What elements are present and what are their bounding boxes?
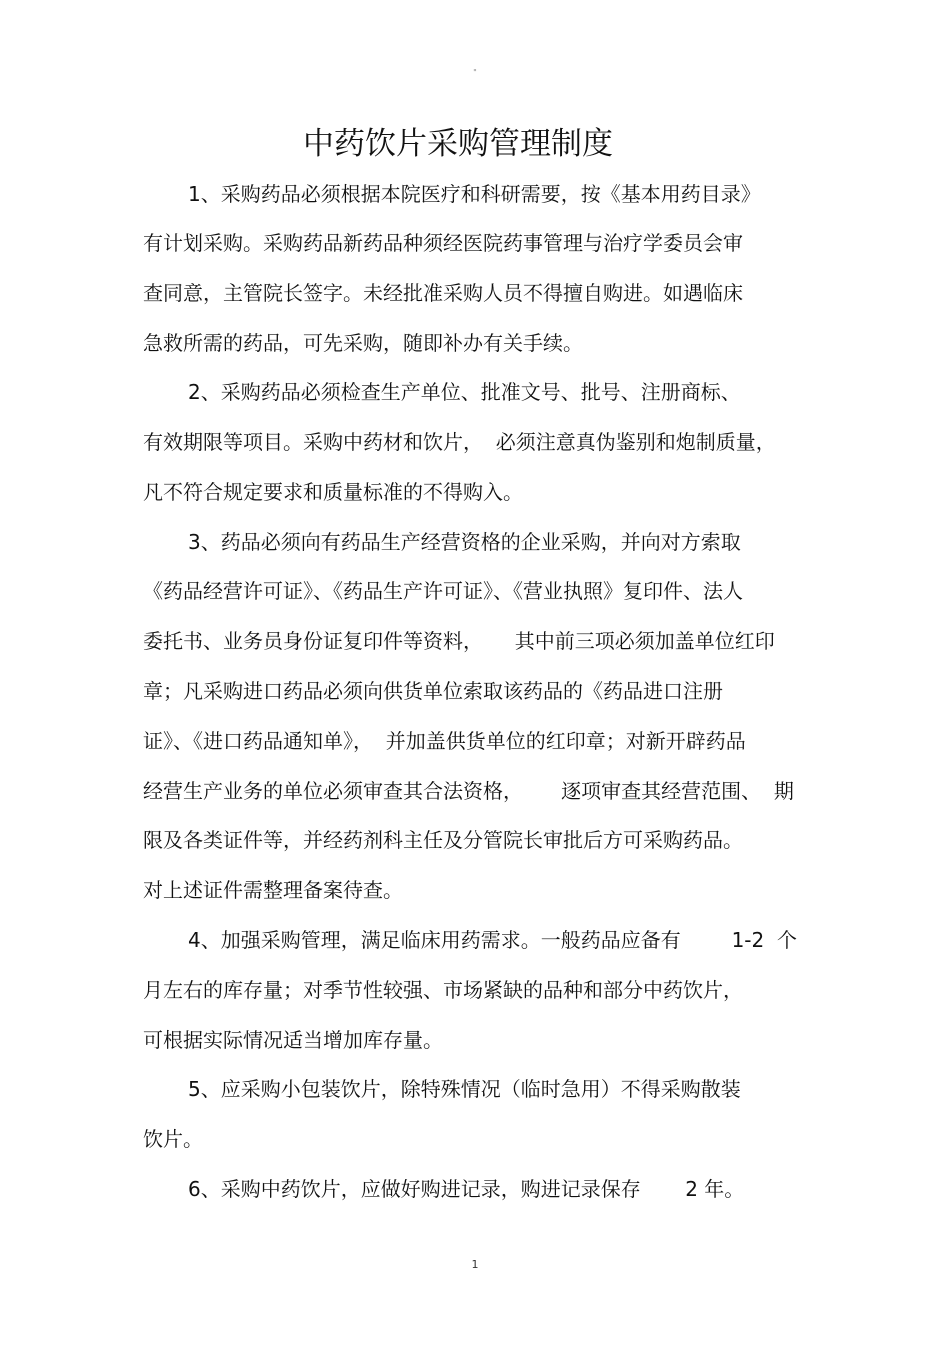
paragraph-3-line-5: 证》、《进口药品通知单》， 并加盖供货单位的红印章；对新开辟药品	[143, 729, 746, 753]
document-title: 中药饮片采购管理制度	[303, 126, 613, 162]
paragraph-1-line-2: 有计划采购。采购药品新药品种须经医院药事管理与治疗学委员会审	[143, 231, 743, 255]
page-number: 1	[471, 1258, 479, 1271]
paragraph-3-line-8: 对上述证件需整理备案待查。	[143, 878, 403, 902]
paragraph-3-line-7: 限及各类证件等，并经药剂科主任及分管院长审批后方可采购药品。	[143, 828, 743, 852]
paragraph-2-line-1: 2、采购药品必须检查生产单位、批准文号、批号、注册商标、	[188, 380, 741, 404]
paragraph-3-line-4: 章；凡采购进口药品必须向供货单位索取该药品的《药品进口注册	[143, 679, 723, 703]
paragraph-2-line-2: 有效期限等项目。采购中药材和饮片， 必须注意真伪鉴别和炮制质量，	[143, 430, 776, 454]
paragraph-3-line-1: 3、药品必须向有药品生产经营资格的企业采购，并向对方索取	[188, 530, 741, 554]
paragraph-5-line-2: 饮片。	[143, 1127, 203, 1151]
paragraph-4-line-1: 4、加强采购管理，满足临床用药需求。一般药品应备有 1-2 个	[188, 928, 797, 952]
paragraph-3-line-2: 《药品经营许可证》、《药品生产许可证》、《营业执照》复印件、法人	[143, 579, 743, 603]
paragraph-4-line-3: 可根据实际情况适当增加库存量。	[143, 1028, 443, 1052]
paragraph-1-line-4: 急救所需的药品，可先采购，随即补办有关手续。	[143, 331, 583, 355]
paragraph-2-line-3: 凡不符合规定要求和质量标准的不得购入。	[143, 480, 523, 504]
paragraph-4-line-2: 月左右的库存量；对季节性较强、市场紧缺的品种和部分中药饮片，	[143, 978, 743, 1002]
paragraph-6-line-1: 6、采购中药饮片，应做好购进记录，购进记录保存 2 年。	[188, 1177, 745, 1201]
paragraph-5-line-1: 5、应采购小包装饮片，除特殊情况（临时急用）不得采购散装	[188, 1077, 741, 1101]
paragraph-3-line-3: 委托书、业务员身份证复印件等资料， 其中前三项必须加盖单位红印	[143, 629, 775, 653]
paragraph-1-line-1: 1、采购药品必须根据本院医疗和科研需要，按《基本用药目录》	[188, 182, 761, 206]
top-mark: "	[473, 68, 477, 77]
paragraph-3-line-6: 经营生产业务的单位必须审查其合法资格， 逐项审查其经营范围、 期	[143, 779, 794, 803]
paragraph-1-line-3: 查同意，主管院长签字。未经批准采购人员不得擅自购进。如遇临床	[143, 281, 743, 305]
